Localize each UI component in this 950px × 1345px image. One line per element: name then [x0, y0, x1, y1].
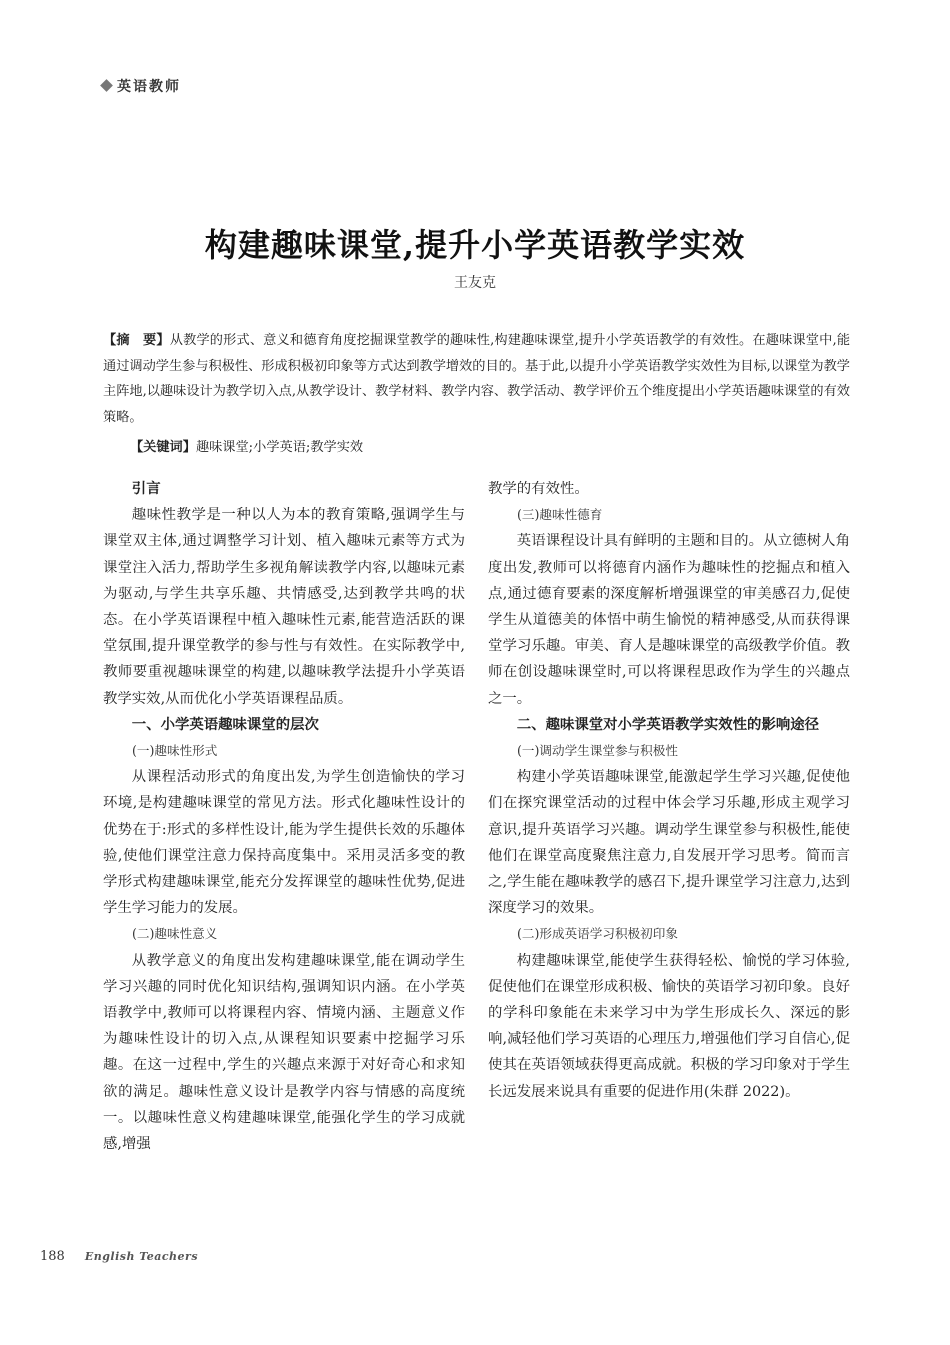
left-column	[103, 476, 465, 1157]
subsection-1-paragraph: 从课程活动形式的角度出发,为学生创造愉快的学习环境,是构建趣味课堂的常见方法。形式化趣味性设计的优势在于:形式的多样性设计,能为学生提供长效的乐趣体验,使他们课堂注意力保持高度集中。采用灵活多变的教学形式构建趣味课堂,能充分发挥课堂的趣味性优势,促进学生学习能力的发展。	[103, 769, 465, 917]
subsection-4-paragraph: 构建小学英语趣味课堂,能激起学生学习兴趣,促使他们在探究课堂活动的过程中体会学习乐趣,形成主观学习意识,提升英语学习兴趣。调动学生课堂参与积极性,能使他们在课堂高度聚焦注意力,自发展开学习思考。简而言之,学生能在趣味教学的感召下,提升课堂学习注意力,达到深度学习的效果。	[488, 769, 850, 917]
subsection-2-paragraph: 从教学意义的角度出发构建趣味课堂,能在调动学生学习兴趣的同时优化知识结构,强调知识内涵。在小学英语教学中,教师可以将课程内容、情境内涵、主题意义作为趣味性设计的切入点,从课程知识要素中挖掘学习乐趣。在这一过程中,学生的兴趣点来源于对好奇心和求知欲的满足。趣味性意义设计是教学内容与情感的高度统一。以趣味性意义构建趣味课堂,能强化学生的学习成就感,增强	[103, 952, 465, 1153]
subsection-3-heading: (三)趣味性德育	[516, 507, 603, 523]
keywords	[130, 435, 363, 461]
abstract-text: 从教学的形式、意义和德育角度挖掘课堂教学的趣味性,构建趣味课堂,提升小学英语教学的有效性。在趣味课堂中,能通过调动学生参与积极性、形成积极初印象等方式达到教学增效的目的。基于此,以提升小学英语教学实效性为目标,以课堂为教学主阵地,以趣味设计为教学切入点,从教学设计、教学材料、教学内容、教学活动、教学评价五个维度提出小学英语趣味课堂的有效策略。	[103, 333, 851, 425]
right-column	[488, 476, 850, 1105]
continued-paragraph: 教学的有效性。	[488, 481, 589, 497]
author-name: 王友克	[454, 275, 496, 291]
subsection-3-paragraph: 英语课程设计具有鲜明的主题和目的。从立德树人角度出发,教师可以将德育内涵作为趣味性的挖掘点和植入点,通过德育要素的深度解析增强课堂的审美感召力,促使学生从道德美的体悟中萌生愉悦的精神感受,从而获得课堂学习乐趣。审美、育人是趣味课堂的高级教学价值。教师在创设趣味课堂时,可以将课程思政作为学生的兴趣点之一。	[488, 533, 850, 707]
subsection-2-heading: (二)趣味性意义	[131, 926, 218, 942]
intro-paragraph: 趣味性教学是一种以人为本的教育策略,强调学生与课堂双主体,通过调整学习计划、植入趣味元素等方式为课堂注入活力,帮助学生多视角解读教学内容,以趣味元素为驱动,与学生共享乐趣、共情感受,达到教学共鸣的状态。在小学英语课程中植入趣味性元素,能营造活跃的课堂氛围,提升课堂教学的参与性与有效性。在实际教学中,教师要重视趣味课堂的构建,以趣味教学法提升小学英语教学实效,从而优化小学英语课程品质。	[103, 507, 465, 707]
subsection-1-heading: (一)趣味性形式	[131, 743, 218, 759]
abstract	[103, 328, 850, 430]
page-number: 188	[40, 1249, 65, 1264]
section-name: 英语教师	[117, 79, 181, 95]
subsection-5-heading: (二)形成英语学习积极初印象	[516, 926, 678, 942]
subsection-5-paragraph: 构建趣味课堂,能使学生获得轻松、愉悦的学习体验,促使他们在课堂形成积极、愉快的英语学习初印象。良好的学科印象能在未来学习中为学生形成长久、深远的影响,减轻他们学习英语的心理压力,增强他们学习自信心,促使其在英语领域获得更高成就。积极的学习印象对于学生长远发展来说具有重要的促进作用(朱群 2022)。	[488, 952, 850, 1100]
intro-heading: 引言	[131, 481, 161, 497]
page-footer	[40, 1249, 198, 1264]
keywords-text: 趣味课堂;小学英语;教学实效	[195, 440, 364, 455]
subsection-4-heading: (一)调动学生课堂参与积极性	[516, 743, 678, 759]
journal-name: English Teachers	[84, 1250, 199, 1263]
article-title: 构建趣味课堂,提升小学英语教学实效	[204, 226, 746, 264]
section-header	[102, 76, 181, 96]
section-2-heading: 二、趣味课堂对小学英语教学实效性的影响途径	[516, 716, 820, 733]
section-1-heading: 一、小学英语趣味课堂的层次	[131, 716, 319, 733]
abstract-label: 【摘 要】	[103, 333, 170, 348]
keywords-label: 【关键词】	[130, 440, 196, 455]
diamond-icon	[100, 79, 113, 92]
